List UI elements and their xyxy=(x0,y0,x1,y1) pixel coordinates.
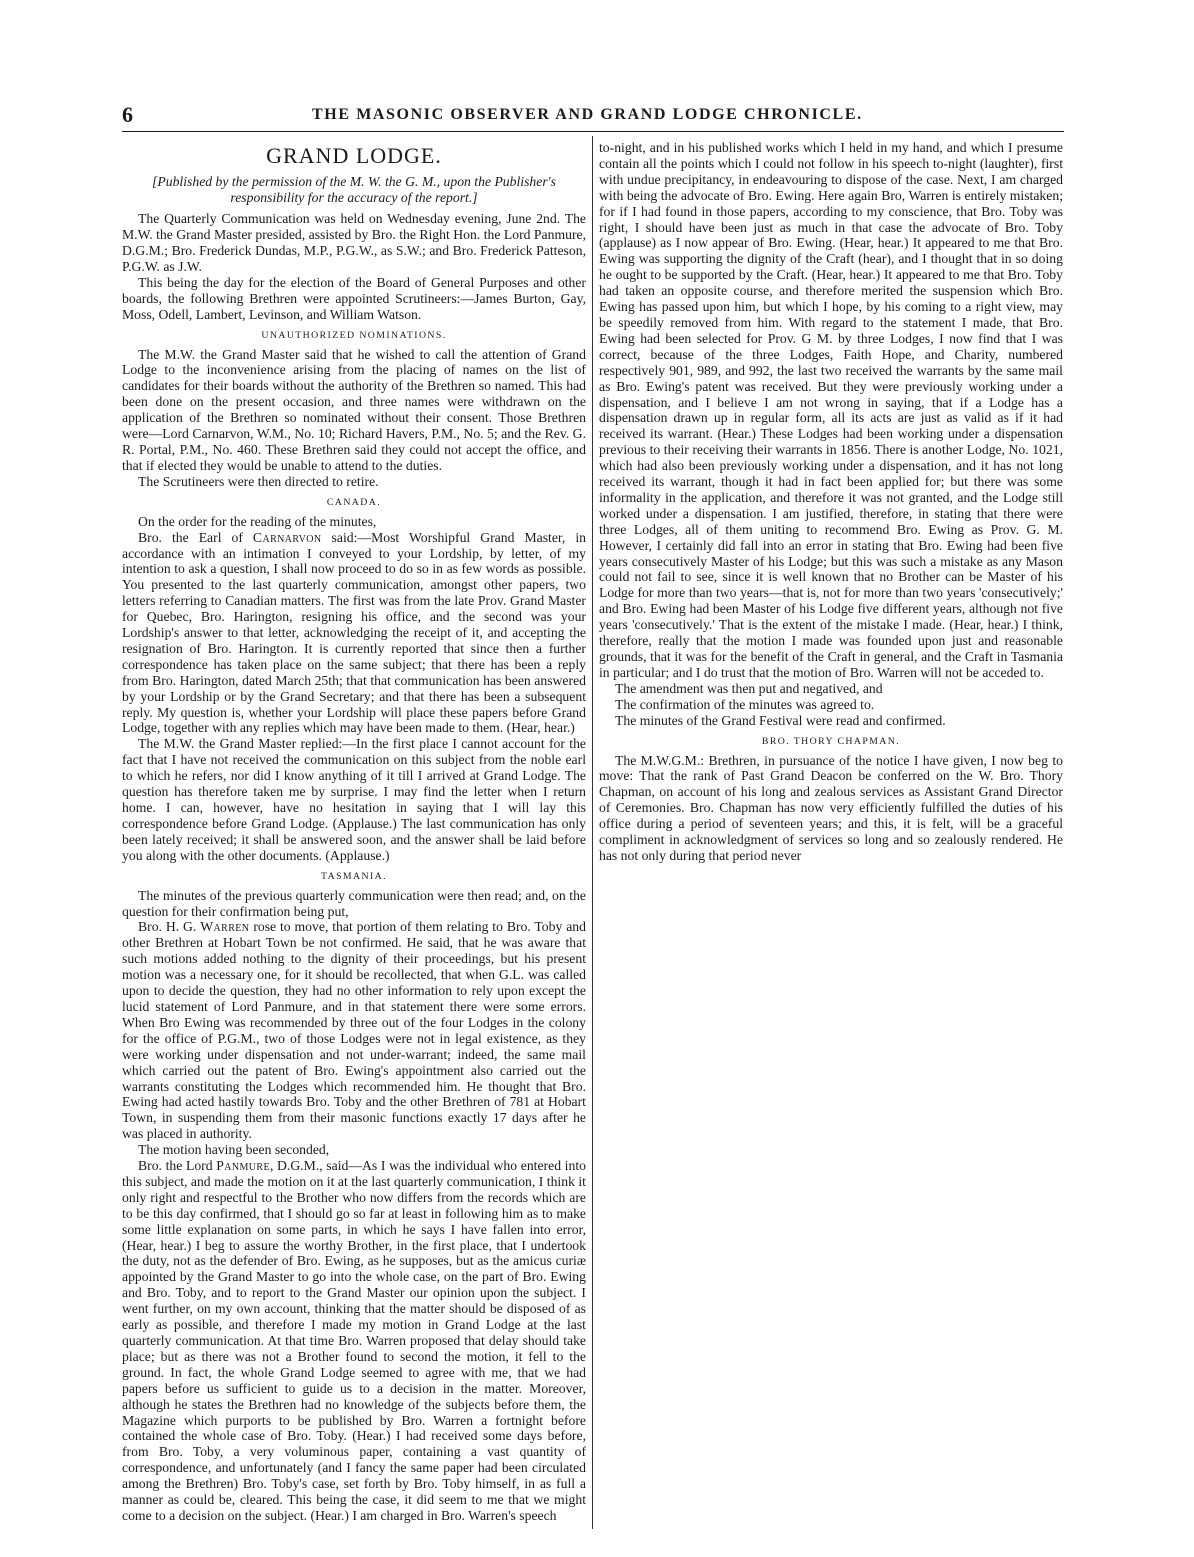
paragraph: The minutes of the previous quarterly communication were then read; and, on the question for their confirmation being put, xyxy=(122,887,586,919)
speech-text: rose to move, that portion of them relating to Bro. Toby and other Brethren at Hobart Town be not confirmed. He said, that he was aware that such motions added nothing to the dignity of their proceedings, but his present motion was a necessary one, for it should be recollected, that when G.L. was called upon to decide the question, they had no other information to rely upon except the lucid statement of Lord Panmure, and in that statement there were some errors. When Bro Ewing was recommended by three out of the four Lodges in the colony for the office of P.G.M., two of those Lodges were not in legal existence, as they were working under dispensation and not under-warrant; indeed, the same mail which carried out the patent of Bro. Ewing's appointment also carried out the warrants constituting the Lodges which recommended him. He thought that Bro. Ewing had acted hastily towards Bro. Toby and the other Brethren of 781 at Hobart Town, in suspending them from their masonic functions exactly 17 days after he was placed in authority. xyxy=(122,919,586,1142)
paragraph: On the order for the reading of the minutes, xyxy=(138,513,377,529)
header-rule xyxy=(122,131,1064,132)
page-number: 6 xyxy=(122,102,133,127)
paragraph: The minutes of the Grand Festival were read and confirmed. xyxy=(615,712,946,728)
paragraph: The motion having been seconded, xyxy=(138,1142,330,1158)
paragraph xyxy=(122,530,586,737)
paragraph: The Scrutineers were then directed to retire. xyxy=(138,473,379,489)
paragraph: The M.W. the Grand Master replied:—In the first place I cannot account for the fact that I have not received the communication on this subject from the noble earl to which he refers, nor did I know anything of it till I arrived at Grand Lodge. The question has therefore taken me by surprise. I may find the letter when I return home. I can, however, have no hesitation in saying that I will lay this correspondence before Grand Lodge. (Applause.) The last communication has only been lately received; it shall be answered soon, and the answer shall be laid before you along with the other documents. (Applause.) xyxy=(122,736,586,863)
column-divider xyxy=(592,136,593,1529)
paragraph: The confirmation of the minutes was agreed to. xyxy=(615,696,875,712)
section-heading-chapman: BRO. THORY CHAPMAN. xyxy=(761,735,901,747)
section-heading-tasmania: TASMANIA. xyxy=(321,870,387,882)
speaker-name: Panmure xyxy=(216,1158,270,1174)
left-column xyxy=(122,140,586,1525)
speaker-prefix: Bro. the Lord xyxy=(138,1158,217,1174)
panmure-speech-continued: to-night, and in his published works which I held in my hand, and which I presume contain all the points which I could not follow in his speech to-night (laughter), first with undue precipitancy, in endeavouring to dispose of the case. Next, I am charged with being the advocate of Bro. Ewing. Here again Bro, Warren is entirely mistaken; for if I had found in those papers, according to my conscience, that Bro. Toby was right, I should have been just as much in that case the advocate of Bro. Toby (applause) as I now appear of Bro. Ewing. (Hear, hear.) It appeared to me that Bro. Ewing was supporting the dignity of the Craft (hear), and I thought that in so doing he ought to be supported by the Craft. (Hear, hear.) It appeared to me that Bro. Toby had taken an opposite course, and therefore merited the suspension which Bro. Ewing has passed upon him, but which I hope, by his coming to a right view, may be speedily removed from him. With regard to the statement I made, that Bro. Ewing had been selected for Prov. G M. by three Lodges, I now find that I was correct, because of the three Lodges, Faith Hope, and Charity, numbered respectively 901, 989, and 992, the last two received the warrants by the same mail as Bro. Ewing's patent was received. But they were previously working under a dispensation, and I believe I am not wrong in saying, that if a Lodge has a dispensation drawn up in regular form, all its acts are just as valid as if it had received its warrant. (Hear.) These Lodges had been working under a dispensation previous to their receiving their warrants in 1856. There is another Lodge, No. 1021, which had also been previously working under a dispensation, and it has not long received its warrant, though it had in fact been applied for; but there was some informality in the application, and therefore it was not granted, and the Lodge still worked under a dispensation. I am justified, therefore, in stating that there were three Lodges, all of them uniting to recommend Bro. Ewing as Prov. G. M. However, I certainly did fall into an error in stating that Bro. Ewing had been five years consecutively Master of his Lodge; but this was such a mistake as any Mason could not fail to see, since it is well known that no Brother can be Master of his Lodge for more than two years—that is, not for more than two years 'consecutively;' and Bro. Ewing had been Master of his Lodge five different years, although not five years 'consecutively.' That is the extent of the mistake I made. (Hear, hear.) I think, therefore, really that the motion I made was founded upon just and reasonable grounds, that it was for the benefit of the Craft in general, and the Craft in Tasmania in particular; and I do trust that the motion of Bro. Warren will not be acceded to. xyxy=(599,140,1063,680)
intro-paragraph: This being the day for the election of the Board of General Purposes and other boards, the following Brethren were appointed Scrutineers:—James Burton, Gay, Moss, Odell, Lambert, Levinson, and William Watson. xyxy=(122,274,586,322)
speech-text: said:—Most Worshipful Grand Master, in accordance with an intimation I conveyed to your Lordship, by letter, of my intention to ask a question, I shall now proceed to do so in as few words as possible. You presented to the last quarterly communication, amongst other papers, two letters referring to Canadian matters. The first was from the late Prov. Grand Master for Quebec, Bro. Harington, resigning his office, and the second was your Lordship's answer to that letter, acknowledging the receipt of it, and accepting the resignation of Bro. Harington. It is currently reported that since then a further correspondence has taken place on the same subject; that there has been a reply from Bro. Harington, dated March 25th; that that communication has been answered by your Lordship or by the Grand Secretary; and that there has been a subsequent reply. My question is, whether your Lordship will place these papers before Grand Lodge, together with any replies which may have been made to them. (Hear, hear.) xyxy=(122,529,586,736)
paragraph xyxy=(122,919,586,1142)
intro-paragraph: The Quarterly Communication was held on Wednesday evening, June 2nd. The M.W. the Grand Master presided, assisted by Bro. the Right Hon. the Lord Panmure, D.G.M.; Bro. Frederick Dundas, M.P., P.G.W., as S.W.; and Bro. Frederick Patteson, P.G.W. as J.W. xyxy=(122,211,586,274)
article-title: GRAND LODGE. xyxy=(266,143,442,168)
speaker-name: Warren xyxy=(200,919,250,935)
speaker-prefix: Bro. H. G. xyxy=(138,919,201,935)
paragraph: The amendment was then put and negatived, and xyxy=(615,680,883,696)
paragraph: The M.W.G.M.: Brethren, in pursuance of the notice I have given, I now beg to move: That the rank of Past Grand Deacon be conferred on the W. Bro. Thory Chapman, on account of his long and zealous services as Assistant Grand Director of Ceremonies. Bro. Chapman has now very efficiently fulfilled the duties of his office during a period of seventeen years; and this, it is felt, will be a graceful compliment in acknowledgment of services so long and so zealously rendered. He has not only during that period never xyxy=(599,752,1063,863)
section-heading-unauthorized: UNAUTHORIZED NOMINATIONS. xyxy=(261,329,447,341)
speaker-name: Carnarvon xyxy=(252,529,322,545)
speaker-prefix: Bro. the Earl of xyxy=(138,529,253,545)
right-column xyxy=(599,140,1063,1525)
publication-note: [Published by the permission of the M. W. the G. M., upon the Publisher's responsibility for the accuracy of the report.] xyxy=(152,174,556,205)
running-title: THE MASONIC OBSERVER AND GRAND LODGE CHRONICLE. xyxy=(312,106,863,123)
panmure-speech xyxy=(122,1158,586,1524)
section-heading-canada: CANADA. xyxy=(326,496,382,508)
page-header xyxy=(122,102,1062,128)
paragraph: The M.W. the Grand Master said that he wished to call the attention of Grand Lodge to the inconvenience arising from the placing of names on the list of candidates for their boards without the authority of the Brethren so named. This had been done on the present occasion, and three names were withdrawn on the application of the Brethren so nominated without their consent. Those Brethren were—Lord Carnarvon, W.M., No. 10; Richard Havers, P.M., No. 5; and the Rev. G. R. Portal, P.M., No. 460. These Brethren said they could not accept the office, and that if elected they would be unable to attend to the duties. xyxy=(122,346,586,473)
speech-text: , D.G.M., said—As I was the individual who entered into this subject, and made the motion on it at the last quarterly communication, I think it only right and respectful to the Brother who now differs from the records which are to be this day confirmed, that I should go so far at least in following him as to make some little explanation on some parts, in which he says I have fallen into error, (Hear, hear.) I beg to assure the worthy Brother, in the first place, that I undertook the duty, not as the defender of Bro. Ewing, as he supposes, but as the amicus curiæ appointed by the Grand Master to go into the whole case, on the part of Bro. Ewing and Bro. Toby, and to report to the Grand Master our opinion upon the subject. I went further, on my own account, thinking that the matter should be disposed of as early as possible, and therefore I made my motion in Grand Lodge at the last quarterly communication. At that time Bro. Warren proposed that delay should take place; but as there was not a Brother found to second the motion, it fell to the ground. In fact, the whole Grand Lodge seemed to agree with me, that we had papers before us sufficient to guide us to a decision in the matter. Moreover, although he states the Brethren had no knowledge of the subjects before them, the Magazine which purports to be published by Bro. Warren a fortnight before contained the whole case of Bro. Toby. (Hear.) I had received some days before, from Bro. Toby, a very voluminous paper, containing a vast quantity of correspondence, and unfortunately (and I fancy the same paper had been circulated among the Brethren) Bro. Toby's case, set forth by Bro. Toby himself, in as full a manner as could be, cleared. This being the case, it did seem to me that we might come to a decision on the subject. (Hear.) I am charged in Bro. Warren's speech xyxy=(122,1158,586,1523)
